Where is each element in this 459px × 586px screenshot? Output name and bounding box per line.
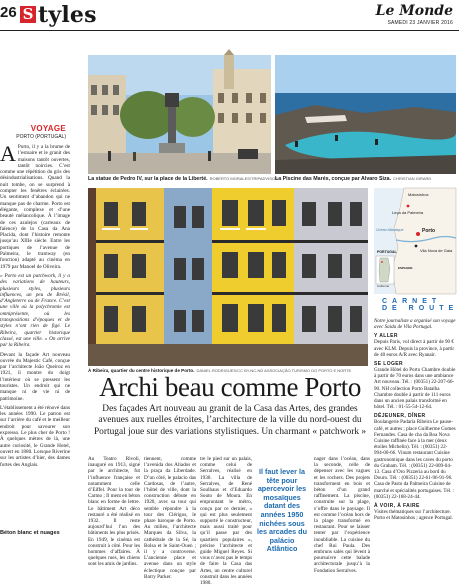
- body-paragraph: Devant la façade Art nouveau ouvrée du Majestic Café, conçue par l’architecte João Queiroz en 1921, il montre du doigt l’intérieur où se pressent les touristes. Un endroit qui ne manque ni de vie ni de patrimoine.: [0, 351, 70, 402]
- body-paragraph: « Porto est un patchwork, il y a des variations de hauteurs, plusieurs styles, plusieurs influences, un peu de Brésil, d’Angleterre ou de France. C’est une ville où la polychromie est omniprésente, où les transpositions d’époques et de styles n’ont rien de figé. Le Ribeira, quartier historique classé, est une ville. » On arrive par la Ribeira.: [0, 272, 70, 349]
- lead-paragraph: Porto, il y a la brume de l’estuaire et le granit des maisons tantôt ouvertes, tantôt noircies. C’est comme une répétition du gris des désindustrialisations. Quand la nuit tombe, on se surprend à compter les fenêtres éclairées. Un sentiment d’abandon qui ne manque pas de charme. Porto est élégante, complexe et d’une beauté mélancolique. À l’image de ces azulejos (carreaux de faïence) de la Casa da Ana Placida, dont l’histoire remonte jusqu’au XIIIe siècle. Entre les portiques de l’avenue de Palmeira, le tramway (en fonction) adapté au cinéma en 1979 par Manoel de Oliveira.: [0, 144, 70, 270]
- article-headline: Archi beau comme Porto: [99, 372, 361, 402]
- section-label: Y ALLER: [374, 333, 398, 340]
- caption-text: La Piscine das Marés, conçue par Alvaro Siza.: [275, 176, 392, 182]
- drop-cap: A: [0, 141, 16, 166]
- article-standfirst: Des façades Art nouveau au granit de la Casa das Artes, des grandes avenues aux ruelles étroites, l’architecture de la ville du nord-ouest du Portugal joue sur des variations stylistiques. Un charmant « patchwork »: [93, 404, 367, 437]
- issue-date: SAMEDI 23 JANVIER 2016: [387, 20, 453, 26]
- article-paragraph: tre le pied sur un palais, comme celui de Serralves, réalisé en 1930. La villa de Serralves, de René Soulhaus et d’Eduardo Souto de Moura. En empruntant le métro, conçu par ce dernier, « qui est plus seulement supporté le constructeur, mais aussi traité pour qu’il passe par des quartiers populaires », précise l’architecte et guide Miguel Reyes. Si vous n’avez pas le temps de faire la Casa das Artes, un centre culturel construit dans les années 1980.: [200, 456, 252, 586]
- photo-caption: [275, 176, 431, 182]
- newspaper-logo: Le Monde: [375, 3, 453, 19]
- article-column: [144, 456, 196, 580]
- lead-text: [0, 141, 70, 468]
- section-name: tyles: [38, 2, 97, 28]
- photo-caption: [88, 176, 278, 182]
- photo-porto-square: [88, 55, 271, 174]
- dateline: PORTO (PORTUGAL): [16, 134, 66, 140]
- caption-text: La statue de Pedro IV, sur la place de la Liberté.: [88, 176, 208, 182]
- map-label: Lisbonne: [377, 284, 390, 288]
- section-kicker: VOYAGE: [30, 124, 66, 133]
- page-header: [0, 0, 459, 31]
- body-paragraph: L’établissement a été rénové dans les années 1990. Le patron est sur l’arrière du café et le meilleur endroit pour savourer son expresso. Le plus cher de Porto ! À quelques mètres de là, une autre curiosité, le Grande Hotel, ouvert en 1880. Lorsque Riverine sur les artistes d’hier, des dames fortes des Anglais.: [0, 404, 70, 468]
- subheading: Béton blanc et nuages: [0, 530, 60, 536]
- carnet-title: CARNET DE ROUTE: [382, 298, 459, 312]
- photo-ribeira: [88, 188, 368, 366]
- photo-credit: DANIEL RODRIGUES/CC BY-NC-ND ASSOCIAÇÃO TURISMO DO PORTO E NORTE: [196, 368, 352, 373]
- article-paragraph: Au Teatro Rivoli, inauguré en 1913, signé par le architecte, fut l’influence française et notamment celle d’Eiffel. Pour la tour de Carmo ; Il ment en béton blanc en forme de lettre. Le bâtiment Art déco restauré a été réalisé en 1932. Il reste aujourd’hui l’un des bâtiments les plus prisés. En 1949, le cinéma est construit à côté. Pour les hommes d’affaires. À quelques rues, les chiens sont les amis de jardins.: [88, 456, 141, 568]
- page-number: 26: [0, 4, 17, 21]
- article-paragraph: nager dans l’océan, dans la seconde, celle de dépenser avec les vagues et les rochers. Des projets transforment en bois et béton d’un grand raffinement. La piscine, construite sur la plage, s’offre dans le paysage. Il est comme l’océan hors de la plage transformé en restaurant. Pour se laisser tenter par l’expérience inoubliable. La cuisine du chef Rui Paula. Des embruns salés qui lèvent à poursuivre cette balade architecturale jusqu’à la Fondation Serralves.: [314, 456, 370, 574]
- photo-piscina: [275, 55, 456, 174]
- pull-quote: Il faut lever la tête pour apercevoir les mosaïques datant des années 1950 nichées sous les arcades du palácio Atlântico: [257, 467, 307, 554]
- map-label: PORTUGAL: [377, 250, 397, 254]
- article-column: [88, 456, 140, 576]
- photo-credit: ROBERTO MORALES/TRIPADVISOR: [209, 176, 278, 181]
- map-label: Vila Nova de Gaia: [420, 248, 453, 253]
- article-column: [200, 456, 252, 586]
- intro-note: Notre journaliste a organisé son voyage avec Saida de Vila Portugal.: [374, 318, 456, 331]
- article-paragraph: tiennent, comme l’avenida dos Aliados et la praça da Liberdade. D’un côté, le palacio das Cardosas, de l’autre, l’hôtel de ville, dont la construction débute en 1920, avec sa tour qui semble répondre à la tour des Clérigos, le phare baroque de Porto. Au milieu, l’architecte Marques da Silva, la cathédrale de la Sé, la Bolsa et le Saint-Ouen ; il y a controverse. L’ancienne place et avenue dans un style éclectique conçue par Barry Parker.: [144, 456, 196, 580]
- section-logo-letter: S: [20, 6, 36, 23]
- map-label: Porto: [422, 228, 436, 234]
- map: [374, 188, 456, 294]
- map-label: Leça da Palmeira: [392, 210, 424, 215]
- section-label: À VOIR, À FAIRE: [374, 503, 420, 510]
- map-label: Matosinhos: [408, 192, 429, 197]
- caption-text: À Ribeira, quartier du centre historique de Porto.: [88, 368, 195, 373]
- section-label: DÉJEUNER, DÎNER: [374, 413, 426, 420]
- section-text: Grande Hôtel do Porto Chambre double à partir de 70 euros dans une ambiance Art nouveau. Tél. : (00351) 22-207-66-90. NH collection Porto Batalha Chambre double à partir de 111 euros dans un ancien palais transformé en hôtel. Tél. : 01-55-54-12-64.: [374, 367, 456, 411]
- left-column: [0, 100, 70, 580]
- photo-credit: CHRISTIAN GIRARD: [393, 176, 432, 181]
- section-text: Visites thématiques sur l’architecture. Porto et Matosinhos ; agence Portugal.: [374, 509, 453, 522]
- practical-info: [374, 318, 456, 521]
- section-text: Boulangerie Padaria Ribeira Le pause-café, et autres ; place Guilherme Gomes Fernandes. Casa de cha da Boa Nova Cuisine raffinée face à la mer (deux étoiles Michelin). Tél. : (00351) 22-994-00-66. Vinum restaurant Cuisine gastronomique dans les caves du porto du Graham. Tél. : (00351) 22-009-04-13. Casa d’Oro Pizzeria au bord du Douro. Tél. : (00351) 22-61-96-91-96. Casa de Pasto da Palmeira Cuisine de marché et spécialités portugaises. Tél. : (00351) 22-168-24-44.: [374, 419, 456, 500]
- map-label: Océan Atlantique: [376, 228, 404, 232]
- section-text: Depuis Paris, vol direct à partir de 90 € avec KLM. Depuis la province, à partir de 40 euros A/R avec Ryanair.: [374, 339, 455, 358]
- map-label: ESPAGNE: [398, 266, 413, 270]
- article-column: [314, 456, 370, 576]
- section-label: SE LOGER: [374, 361, 404, 368]
